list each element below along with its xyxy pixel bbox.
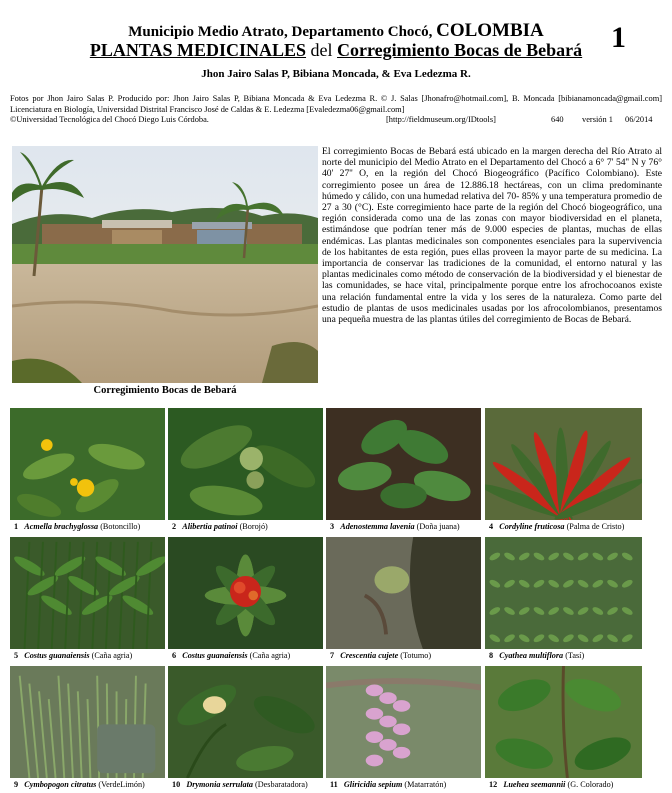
hero-caption: Corregimiento Bocas de Bebará xyxy=(93,385,237,396)
plant-caption-8 xyxy=(489,651,584,661)
credits-version: versión 1 xyxy=(582,115,613,124)
authors: Jhon Jairo Salas P, Bibiana Moncada, & Eva Ledezma R. xyxy=(201,68,471,80)
plant-common-name: (Doña juana) xyxy=(416,522,460,531)
plant-photo-10 xyxy=(168,666,323,778)
plant-photo-1 xyxy=(10,408,165,520)
plant-scientific-name: Cordyline fruticosa xyxy=(499,522,565,531)
plant-scientific-name: Costus guanaiensis xyxy=(24,651,90,660)
plant-caption-3 xyxy=(330,522,460,532)
plant-scientific-name: Adenostemma lavenia xyxy=(340,522,415,531)
credits-guide-number: 640 xyxy=(551,115,564,124)
plant-scientific-name: Crescentia cujete xyxy=(340,651,399,660)
plant-caption-4 xyxy=(489,522,624,532)
plant-common-name: (Caña agria) xyxy=(249,651,291,660)
title-plantas: PLANTAS MEDICINALES xyxy=(89,40,307,60)
plant-number: 7 xyxy=(330,651,335,660)
plant-photo-11 xyxy=(326,666,481,778)
plant-caption-6 xyxy=(172,651,290,661)
plant-number: 1 xyxy=(14,522,19,531)
plant-common-name: (G. Colorado) xyxy=(567,780,614,789)
plant-scientific-name: Acmella brachyglossa xyxy=(24,522,99,531)
intro-paragraph: El corregimiento Bocas de Bebará está ubicado en la margen derecha del Río Atrato al norte del municipio del Medio Atrato en el Departamento del Chocó a 6° 7' 54'' N y 76° 40' 27'' O, en la región del Chocó Biogeográfico (Pacífico Colombiano). Este corregimiento posee un área de 12.886.18 hectáreas, con un clima predominante húmedo y cálido, con una humedad relativa del 70- 85% y una temperatura promedio de 27 a 30 (°C). Este corregimiento hace parte de la región del Chocó biogeográfico, una región considerada como una de las zonas con mayor biodiversidad en el planeta, estimándose que podrían tener más de 9.000 especies de plantas, muchas de ellas endémicas. Las plantas medicinales son componentes esenciales para la supervivencia de los habitantes de esta región, pues ellas proveen la mayor parte de su medicina. La importancia de conservar las tradiciones de la comunidad, el entorno natural y las plantas medicinales como método de conservación de la biodiversidad y el bienestar de las comunidades, se hace vital, principalmente porque entre los afrochocoanos existe una relación fundamental entre la vida y los seres de la naturaleza. Como parte del estudio de plantas de usos medicinales usadas por los afrocolombianos, presentamos una pequeña muestra de las plantas útiles del corregimiento de Bocas de Bebará. xyxy=(322,146,662,326)
plant-common-name: (Caña agria) xyxy=(91,651,133,660)
plant-caption-7 xyxy=(330,651,431,661)
credits-url: [http://fieldmuseum.org/IDtools] xyxy=(386,115,496,124)
plant-number: 5 xyxy=(14,651,19,660)
plant-caption-9 xyxy=(14,780,145,790)
credits-date: 06/2014 xyxy=(625,115,653,124)
plant-caption-1 xyxy=(14,522,140,532)
plant-scientific-name: Cyathea multiflora xyxy=(499,651,564,660)
credits-footer-row xyxy=(10,115,662,126)
plant-number: 2 xyxy=(172,522,177,531)
plant-scientific-name: Alibertia patinoi xyxy=(182,522,238,531)
plant-scientific-name: Luehea seemannii xyxy=(503,780,566,789)
plant-photo-5 xyxy=(10,537,165,649)
plant-common-name: (Totumo) xyxy=(400,651,432,660)
title-line-2 xyxy=(0,40,672,60)
hero-photo xyxy=(12,146,318,383)
plant-common-name: (VerdeLimón) xyxy=(98,780,145,789)
plant-common-name: (Matarratón) xyxy=(404,780,447,789)
credits-block xyxy=(10,94,662,126)
plant-number: 10 xyxy=(172,780,181,789)
title-country: COLOMBIA xyxy=(436,20,544,41)
plant-photo-12 xyxy=(485,666,642,778)
plant-caption-2 xyxy=(172,522,268,532)
plant-number: 8 xyxy=(489,651,494,660)
plant-common-name: (Desbaratadora) xyxy=(255,780,308,789)
title-line-1 xyxy=(0,22,672,41)
plant-photo-3 xyxy=(326,408,481,520)
plant-scientific-name: Drymonia serrulata xyxy=(186,780,253,789)
plant-number: 12 xyxy=(489,780,498,789)
plant-common-name: (Borojó) xyxy=(239,522,268,531)
credits-photos-producers: Fotos por Jhon Jairo Salas P. Producido por: Jhon Jairo Salas P, Bibiana Moncada & Eva Ledezma R. © J. Salas [Jhonafro@hotmail.com], B. Moncada [bibianamoncada@gmail.com] Licenciatura en Biología, Universidad Distrital Francisco José de Caldas & E. Ledezma [Evaledezma06@gmail.com] xyxy=(10,94,662,114)
plant-caption-11 xyxy=(330,780,446,790)
plant-scientific-name: Costus guanaiensis xyxy=(182,651,248,660)
title-municipality: Municipio Medio Atrato, Departamento Chocó, xyxy=(128,24,433,40)
plant-caption-12 xyxy=(489,780,613,790)
plant-number: 6 xyxy=(172,651,177,660)
plant-caption-10 xyxy=(172,780,308,790)
plant-common-name: (Botoncillo) xyxy=(100,522,141,531)
plant-number: 3 xyxy=(330,522,335,531)
title-del: del xyxy=(310,40,333,60)
plant-photo-2 xyxy=(168,408,323,520)
title-corregimiento: Corregimiento Bocas de Bebará xyxy=(337,40,583,60)
plant-scientific-name: Gliricidia sepium xyxy=(343,780,403,789)
plant-scientific-name: Cymbopogon citratus xyxy=(24,780,97,789)
plant-photo-8 xyxy=(485,537,642,649)
plant-photo-9 xyxy=(10,666,165,778)
plant-photo-4 xyxy=(485,408,642,520)
plant-number: 9 xyxy=(14,780,19,789)
credits-university: ©Universidad Tecnológica del Chocó Diego Luis Córdoba. xyxy=(10,115,209,124)
plant-caption-5 xyxy=(14,651,132,661)
plant-photo-6 xyxy=(168,537,323,649)
plant-number: 11 xyxy=(330,780,338,789)
plant-photo-7 xyxy=(326,537,481,649)
plant-common-name: (Palma de Cristo) xyxy=(566,522,625,531)
plant-number: 4 xyxy=(489,522,494,531)
page-number: 1 xyxy=(611,21,626,54)
plant-common-name: (Tasí) xyxy=(565,651,585,660)
